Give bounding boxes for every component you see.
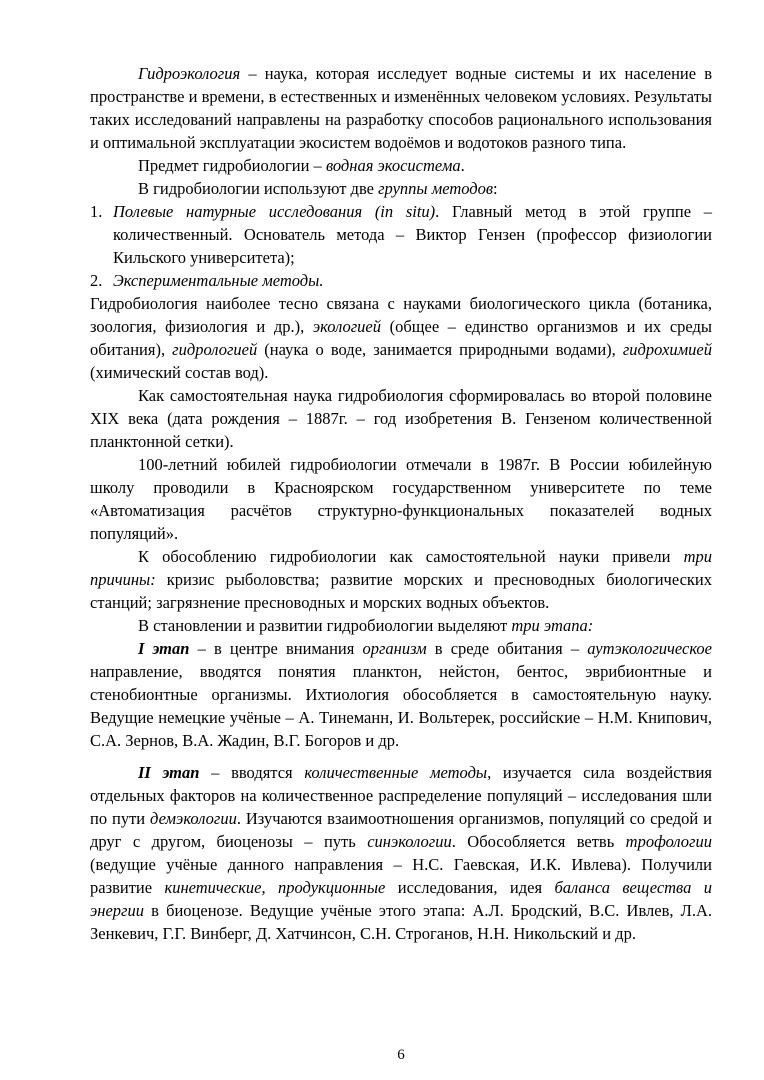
text-run: – наука, которая исследует водные системы и их население в пространстве и времени, в естественных и изменённых человеком условиях. Результаты таких исследований направлены на разработку способов рационального использования и оптимальной эксплуатации экосистем водоёмов и водотоков разного типа. xyxy=(90,64,712,152)
text-run: исследования, идея xyxy=(385,878,555,897)
text-run: организм xyxy=(362,639,427,658)
text-run: . Главный метод в этой группе – количественный. Основатель метода – Виктор Гензен (профессор физиологии Кильского университета); xyxy=(113,202,712,267)
list-marker: 2. xyxy=(90,271,103,290)
text-run: синэкологии xyxy=(367,832,452,851)
text-run: аутэкологическое xyxy=(587,639,713,658)
page-footer xyxy=(90,1046,712,1064)
para-formation-xix xyxy=(90,384,712,453)
text-run: К обособлению гидробиологии как самостоятельной науки привели xyxy=(138,547,684,566)
text-run: водная экосистема xyxy=(325,156,461,175)
text-run: – в центре внимания xyxy=(189,639,363,658)
text-run: 100-летний юбилей гидробиологии отмечали в 1987г. В России юбилейную школу проводили в Красноярском государственном университете по теме «Автоматизация расчётов структурно-функциональных показателей водных популяций». xyxy=(90,455,712,543)
text-run: демэкологии xyxy=(150,809,237,828)
text-run: группы методов xyxy=(378,179,494,198)
text-run: В становлении и развитии гидробиологии выделяют xyxy=(138,616,512,635)
list-item-experimental-methods xyxy=(90,269,712,292)
text-run: (ведущие учёные данного направления – Н.С. Гаевская, И.К. Ивлева). Получили развитие xyxy=(90,855,712,897)
document-body xyxy=(90,62,712,945)
list-marker: 1. xyxy=(90,202,103,221)
para-hydroecology-definition xyxy=(90,62,712,154)
list-item-field-methods xyxy=(90,200,712,269)
text-run: в биоценозе. Ведущие учёные этого этапа: А.Л. Бродский, В.С. Ивлев, Л.А. Зенкевич, Г.Г. Винберг, Д. Хатчинсон, С.Н. Строганов, Н.Н. Никольский и др. xyxy=(90,901,712,943)
text-run: . Изучаются взаимоотношения организмов, популяций со средой и друг с другом, биоценозы – путь xyxy=(90,809,712,851)
text-run: Полевые натурные исследования (in situ) xyxy=(113,202,436,221)
para-related-sciences xyxy=(90,292,712,384)
text-run: в среде обитания – xyxy=(426,639,588,658)
text-run: кризис рыболовства; развитие морских и пресноводных биологических станций; загрязнение пресноводных и морских водных объектов. xyxy=(90,570,712,612)
text-run: . Обособляется ветвь xyxy=(451,832,626,851)
text-run: (наука о воде, занимается природными водами), xyxy=(257,340,623,359)
text-run: трофологии xyxy=(625,832,712,851)
para-two-groups xyxy=(90,177,712,200)
text-run: три причины: xyxy=(90,547,712,589)
para-stage-2 xyxy=(90,761,712,945)
text-run: I этап xyxy=(138,639,190,658)
text-run: количественные методы xyxy=(304,763,488,782)
text-run: баланса вещества и энергии xyxy=(90,878,713,920)
page-number: 6 xyxy=(397,1047,405,1063)
para-stage-1 xyxy=(90,637,712,752)
text-run: (химический состав вод). xyxy=(90,363,269,382)
text-run: II этап xyxy=(138,763,200,782)
text-run: Гидробиология наиболее тесно связана с науками биологического цикла (ботаника, зоология, физиология и др.), xyxy=(90,294,712,336)
text-run: В гидробиологии используют две xyxy=(138,179,379,198)
text-run: направление, вводятся понятия планктон, нейстон, бентос, эврибионтные и стенобионтные организмы. Ихтиология обособляется в самостоятельную науку. Ведущие немецкие учёные – А. Тинеманн, И. Вольтерек, российские – Н.М. Книпович, С.А. Зернов, В.А. Жадин, В.Г. Богоров и др. xyxy=(90,662,712,750)
text-run: кинетические, продукционные xyxy=(164,878,386,897)
para-100-year-jubilee xyxy=(90,453,712,545)
text-run: Предмет гидробиологии – xyxy=(138,156,326,175)
text-run: . xyxy=(460,156,465,175)
text-run: , изучается сила воздействия отдельных факторов на количественное распределение популяций – исследования шли по пути xyxy=(90,763,712,828)
list-item-text xyxy=(113,269,712,292)
text-run: гидрохимией xyxy=(622,340,712,359)
text-run: Как самостоятельная наука гидробиология сформировалась во второй половине XIX века (дата рождения – 1887г. – год изобретения В. Гензеном количественной планктонной сетки). xyxy=(90,386,712,451)
text-run: (общее – единство организмов и их среды обитания), xyxy=(90,317,712,359)
text-run: экологией xyxy=(312,317,382,336)
text-run: – вводятся xyxy=(199,763,305,782)
para-three-stages xyxy=(90,614,712,637)
para-subject xyxy=(90,154,712,177)
text-run: Экспериментальные методы. xyxy=(113,271,324,290)
text-run: Гидроэкология xyxy=(138,64,241,83)
para-three-reasons xyxy=(90,545,712,614)
text-run: три этапа: xyxy=(511,616,594,635)
text-run: : xyxy=(493,179,498,198)
list-item-text xyxy=(113,200,712,269)
text-run: гидрологией xyxy=(172,340,258,359)
